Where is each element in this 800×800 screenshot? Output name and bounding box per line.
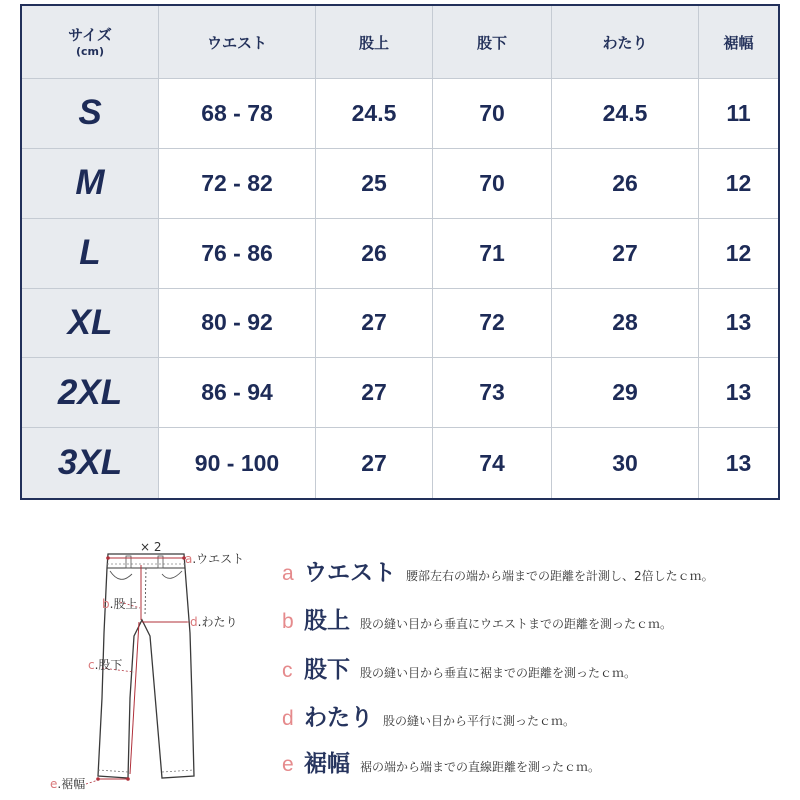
legend-letter: a <box>282 562 294 585</box>
header-waist: ウエスト <box>159 6 316 79</box>
size-label-3xl: 3XL <box>22 428 159 498</box>
header-rise: 股上 <box>316 6 433 79</box>
legend-term: 股上 <box>304 608 350 634</box>
cell-m-inseam: 70 <box>433 149 552 219</box>
size-label-xl: XL <box>22 289 159 359</box>
size-label-2xl: 2XL <box>22 358 159 428</box>
legend-letter: b <box>282 610 294 633</box>
cell-s-thigh: 24.5 <box>552 79 699 149</box>
legend-item-inseam <box>282 651 636 684</box>
legend-description: 裾の端から端までの直線距離を測ったｃｍ。 <box>360 760 601 774</box>
cell-xl-inseam: 72 <box>433 289 552 359</box>
cell-m-hem: 12 <box>699 149 778 219</box>
header-inseam: 股下 <box>433 6 552 79</box>
cell-l-rise: 26 <box>316 219 433 289</box>
cell-2xl-hem: 13 <box>699 358 778 428</box>
header-size <box>22 6 159 79</box>
legend-item-waist <box>282 554 714 587</box>
legend-term: ウエスト <box>304 560 396 586</box>
legend-item-rise <box>282 602 672 635</box>
legend-description: 股の縫い目から垂直に裾までの距離を測ったｃｍ。 <box>360 666 637 680</box>
cell-s-rise: 24.5 <box>316 79 433 149</box>
cell-3xl-inseam: 74 <box>433 428 552 498</box>
legend-item-hem <box>282 745 600 778</box>
cell-l-hem: 12 <box>699 219 778 289</box>
cell-s-waist: 68 - 78 <box>159 79 316 149</box>
cell-xl-rise: 27 <box>316 289 433 359</box>
diagram-label-waist: a.ウエスト <box>185 552 245 566</box>
cell-3xl-rise: 27 <box>316 428 433 498</box>
size-chart-table <box>20 4 780 500</box>
pants-outline-icon <box>50 538 280 796</box>
header-thigh: わたり <box>552 6 699 79</box>
cell-xl-waist: 80 - 92 <box>159 289 316 359</box>
header-size-label: サイズ <box>68 25 112 44</box>
size-label-s: S <box>22 79 159 149</box>
legend-item-thigh <box>282 699 575 732</box>
cell-3xl-thigh: 30 <box>552 428 699 498</box>
legend-term: わたり <box>304 705 373 731</box>
size-label-l: L <box>22 219 159 289</box>
legend-letter: d <box>282 707 294 730</box>
legend-description: 股の縫い目から垂直にウエストまでの距離を測ったｃｍ。 <box>360 617 673 631</box>
cell-m-rise: 25 <box>316 149 433 219</box>
cell-3xl-waist: 90 - 100 <box>159 428 316 498</box>
cell-m-thigh: 26 <box>552 149 699 219</box>
header-hem: 裾幅 <box>699 6 778 79</box>
legend-term: 裾幅 <box>304 751 350 777</box>
legend-description: 腰部左右の端から端までの距離を計測し、2倍したｃｍ。 <box>406 569 714 583</box>
cell-2xl-waist: 86 - 94 <box>159 358 316 428</box>
legend-term: 股下 <box>304 657 350 683</box>
cell-xl-hem: 13 <box>699 289 778 359</box>
cell-2xl-thigh: 29 <box>552 358 699 428</box>
legend-letter: e <box>282 753 294 776</box>
pants-measurement-diagram <box>50 538 280 796</box>
cell-2xl-inseam: 73 <box>433 358 552 428</box>
cell-s-inseam: 70 <box>433 79 552 149</box>
legend-letter: c <box>282 659 293 682</box>
legend-description: 股の縫い目から平行に測ったｃｍ。 <box>383 714 576 728</box>
cell-m-waist: 72 - 82 <box>159 149 316 219</box>
diagram-label-inseam: c.股下 <box>88 658 123 672</box>
cell-2xl-rise: 27 <box>316 358 433 428</box>
diagram-label-hem: e.裾幅 <box>50 777 86 791</box>
cell-xl-thigh: 28 <box>552 289 699 359</box>
cell-l-thigh: 27 <box>552 219 699 289</box>
cell-l-waist: 76 - 86 <box>159 219 316 289</box>
size-label-m: M <box>22 149 159 219</box>
diagram-label-thigh: d.わたり <box>190 615 238 629</box>
diagram-times-two-label: × 2 <box>140 540 162 554</box>
header-size-unit: (cm) <box>75 44 105 58</box>
diagram-label-rise: b.股上 <box>102 597 138 611</box>
cell-s-hem: 11 <box>699 79 778 149</box>
cell-3xl-hem: 13 <box>725 449 752 476</box>
cell-l-inseam: 71 <box>433 219 552 289</box>
